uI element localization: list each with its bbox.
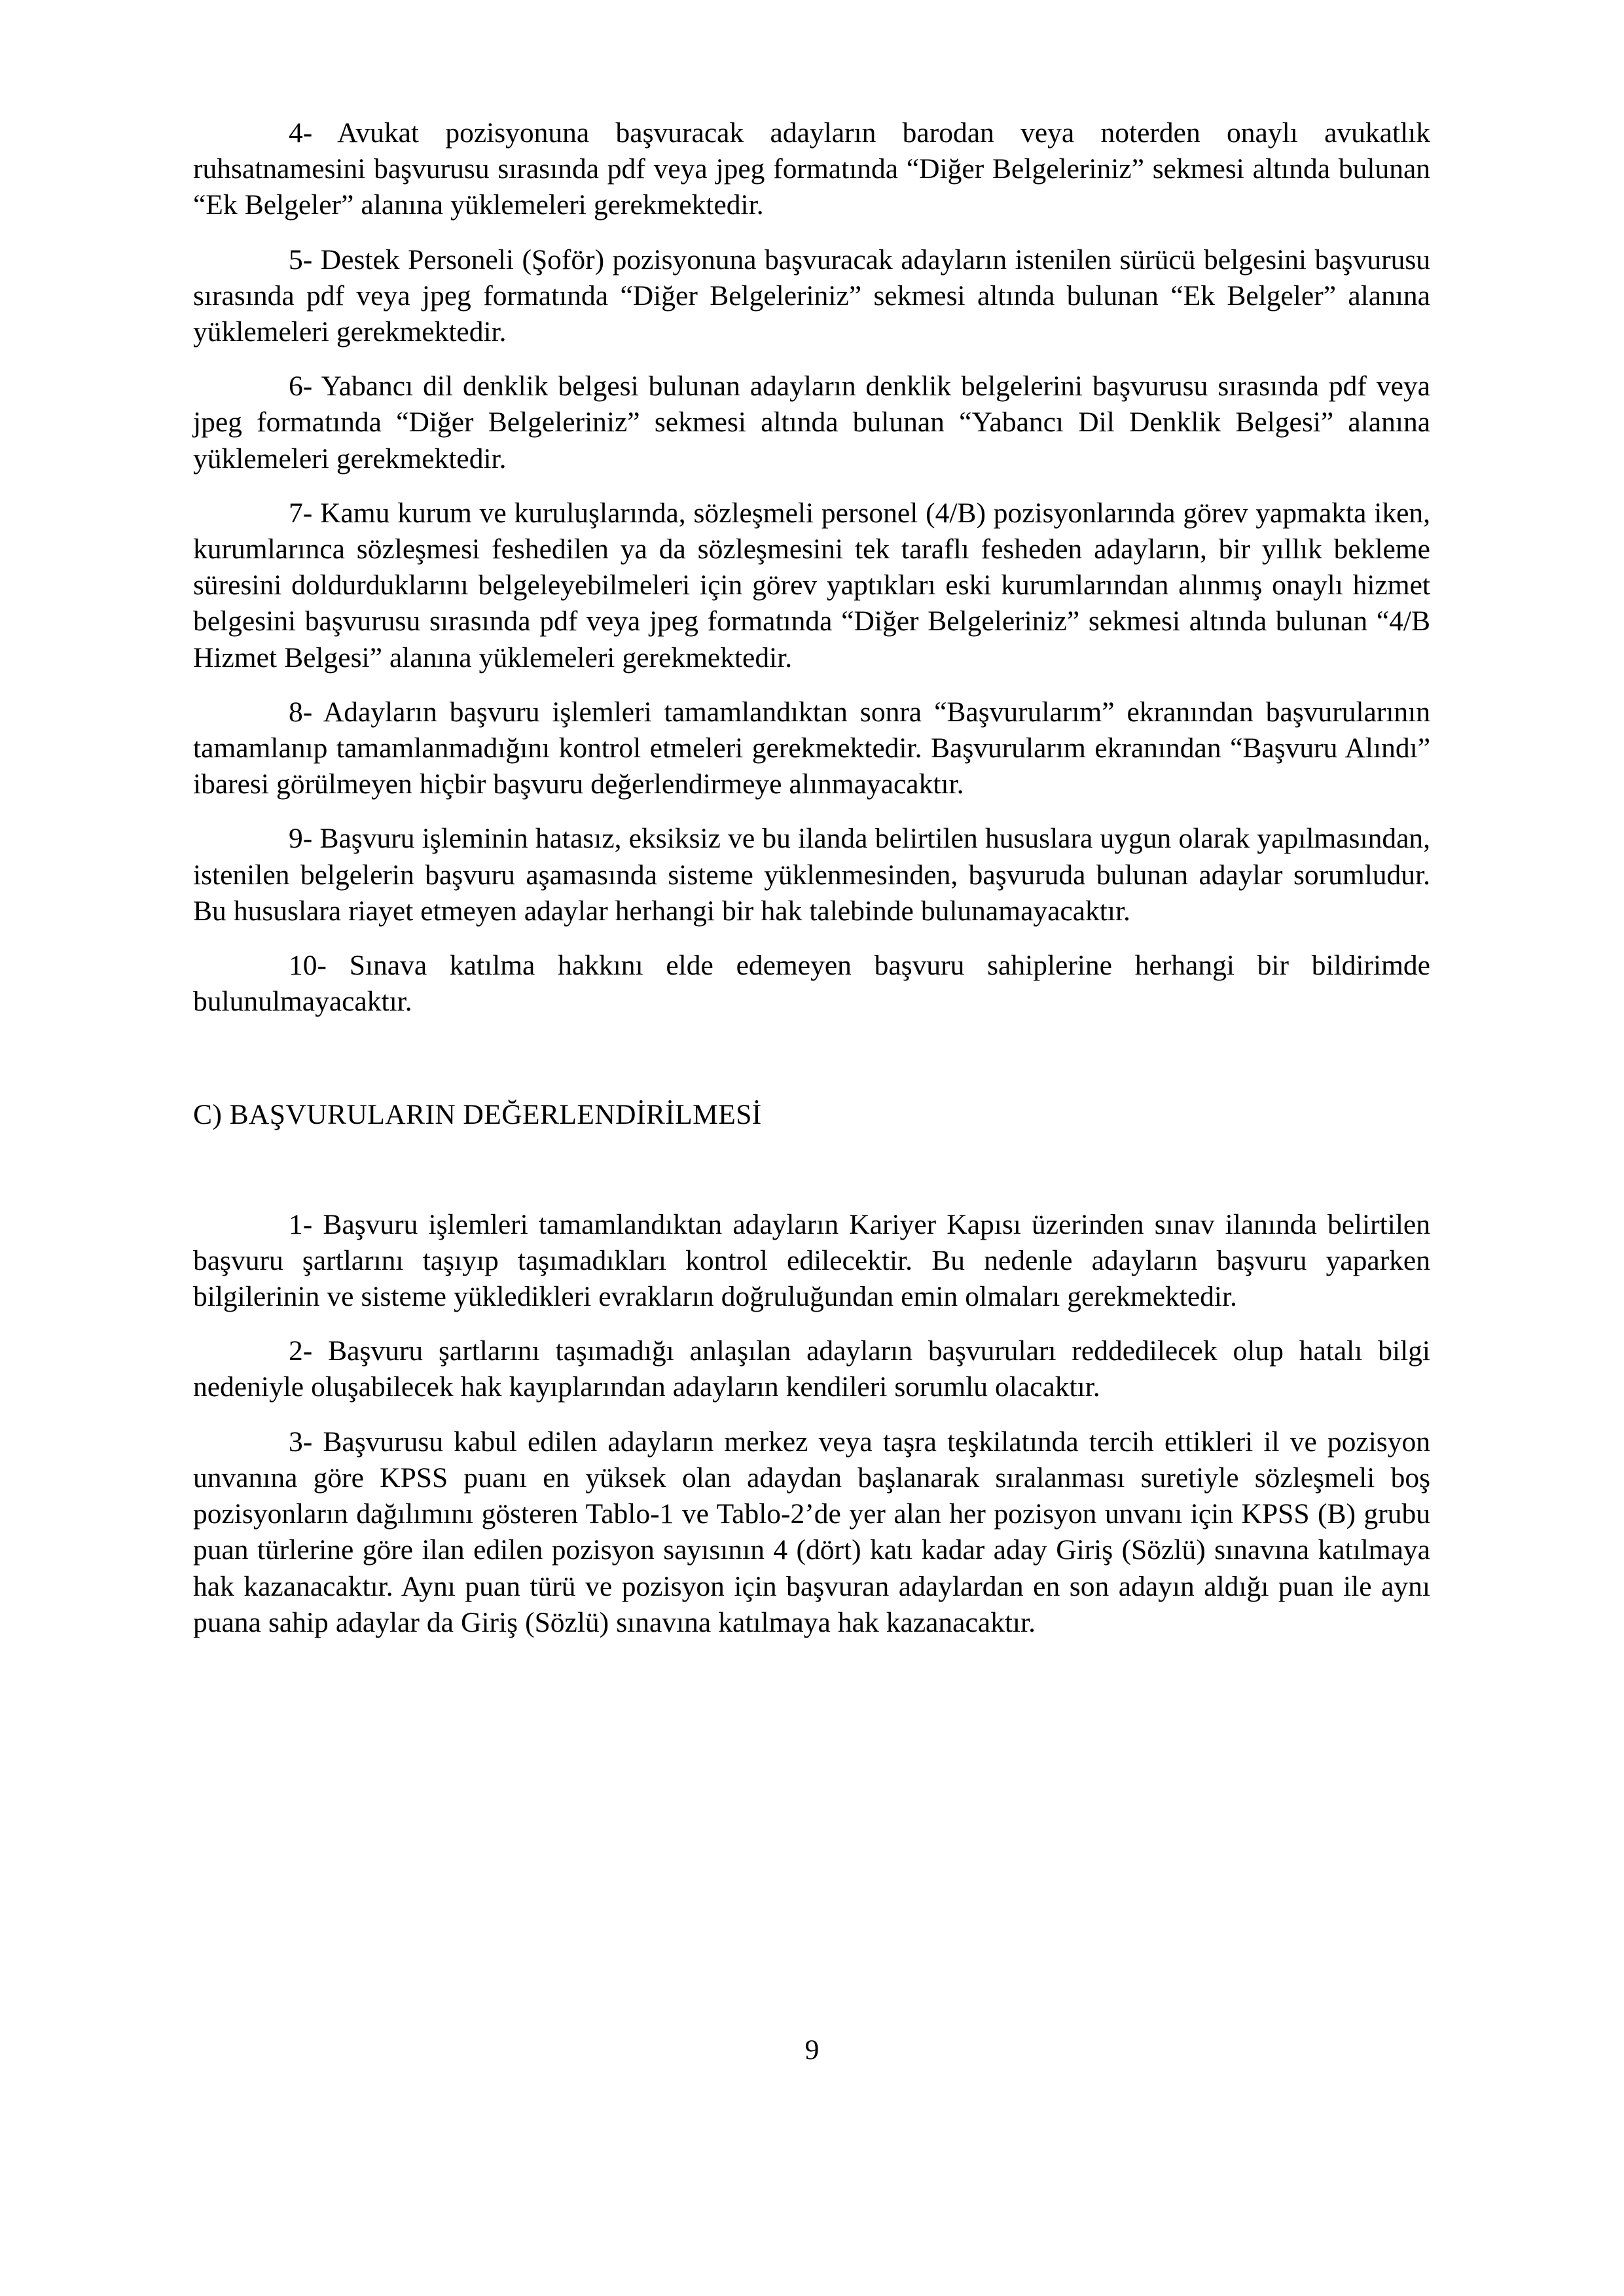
paragraph-item-7: 7- Kamu kurum ve kuruluşlarında, sözleşmeli personel (4/B) pozisyonlarında görev yapmakta iken, kurumlarınca sözleşmesi feshedilen ya da sözleşmesini tek taraflı fesheden adayların, bir yıllık bekleme süresini doldurduklarını belgeleyebilmeleri için görev yaptıkları eski kurumlarından alınmış onaylı hizmet belgesini başvurusu sırasında pdf veya jpeg formatında “Diğer Belgeleriniz” sekmesi altında bulunan “4/B Hizmet Belgesi” alanına yüklemeleri gerekmektedir. <box>193 497 1430 673</box>
paragraph-c-item-2: 2- Başvuru şartlarını taşımadığı anlaşılan adayların başvuruları reddedilecek olup hatalı bilgi nedeniyle oluşabilecek hak kayıplarından adayların kendileri sorumlu olacaktır. <box>193 1335 1430 1403</box>
paragraph-item-10: 10- Sınava katılma hakkını elde edemeyen başvuru sahiplerine herhangi bir bildirimde bulunulmayacaktır. <box>193 950 1430 1018</box>
paragraph-item-8: 8- Adayların başvuru işlemleri tamamlandıktan sonra “Başvurularım” ekranından başvurularının tamamlanıp tamamlanmadığını kontrol etmeleri gerekmektedir. Başvurularım ekranından “Başvuru Alındı” ibaresi görülmeyen hiçbir başvuru değerlendirmeye alınmayacaktır. <box>193 696 1430 800</box>
paragraph-item-9: 9- Başvuru işleminin hatasız, eksiksiz ve bu ilanda belirtilen hususlara uygun olarak yapılmasından, istenilen belgelerin başvuru aşamasında sisteme yüklenmesinden, başvuruda bulunan adaylar sorumludur. Bu hususlara riayet etmeyen adaylar herhangi bir hak talebinde bulunamayacaktır. <box>193 823 1430 927</box>
paragraph-c-item-1: 1- Başvuru işlemleri tamamlandıktan adayların Kariyer Kapısı üzerinden sınav ilanında belirtilen başvuru şartlarını taşıyıp taşımadıkları kontrol edilecektir. Bu nedenle adayların başvuru yaparken bilgilerinin ve sisteme yükledikleri evrakların doğruluğundan emin olmaları gerekmektedir. <box>193 1208 1430 1313</box>
paragraph-item-5: 5- Destek Personeli (Şoför) pozisyonuna başvuracak adayların istenilen sürücü belgesini başvurusu sırasında pdf veya jpeg formatında “Diğer Belgeleriniz” sekmesi altında bulunan “Ek Belgeler” alanına yüklemeleri gerekmektedir. <box>193 243 1430 348</box>
page-number: 9 <box>804 2034 820 2066</box>
paragraph-c-item-3: 3- Başvurusu kabul edilen adayların merkez veya taşra teşkilatında tercih ettikleri il ve pozisyon unvanına göre KPSS puanı en yüksek olan adaydan başlanarak sıralanması suretiyle sözleşmeli boş pozisyonların dağılımını gösteren Tablo-1 ve Tablo-2’de yer alan her pozisyon unvanı için KPSS (B) grubu puan türlerine göre ilan edilen pozisyon sayısının 4 (dört) katı kadar aday Giriş (Sözlü) sınavına katılmaya hak kazanacaktır. Aynı puan türü ve pozisyon için başvuran adaylardan en son adayın aldığı puan ile aynı puana sahip adaylar da Giriş (Sözlü) sınavına katılmaya hak kazanacaktır. <box>193 1426 1430 1638</box>
section-heading-c: C) BAŞVURULARIN DEĞERLENDİRİLMESİ <box>193 1099 762 1131</box>
paragraph-item-6: 6- Yabancı dil denklik belgesi bulunan adayların denklik belgelerini başvurusu sırasında pdf veya jpeg formatında “Diğer Belgeleriniz” sekmesi altında bulunan “Yabancı Dil Denklik Belgesi” alanına yüklemeleri gerekmektedir. <box>193 370 1430 475</box>
paragraph-item-4: 4- Avukat pozisyonuna başvuracak adayların barodan veya noterden onaylı avukatlık ruhsatnamesini başvurusu sırasında pdf veya jpeg formatında “Diğer Belgeleriniz” sekmesi altında bulunan “Ek Belgeler” alanına yüklemeleri gerekmektedir. <box>193 117 1430 221</box>
page-body <box>193 115 1430 1641</box>
